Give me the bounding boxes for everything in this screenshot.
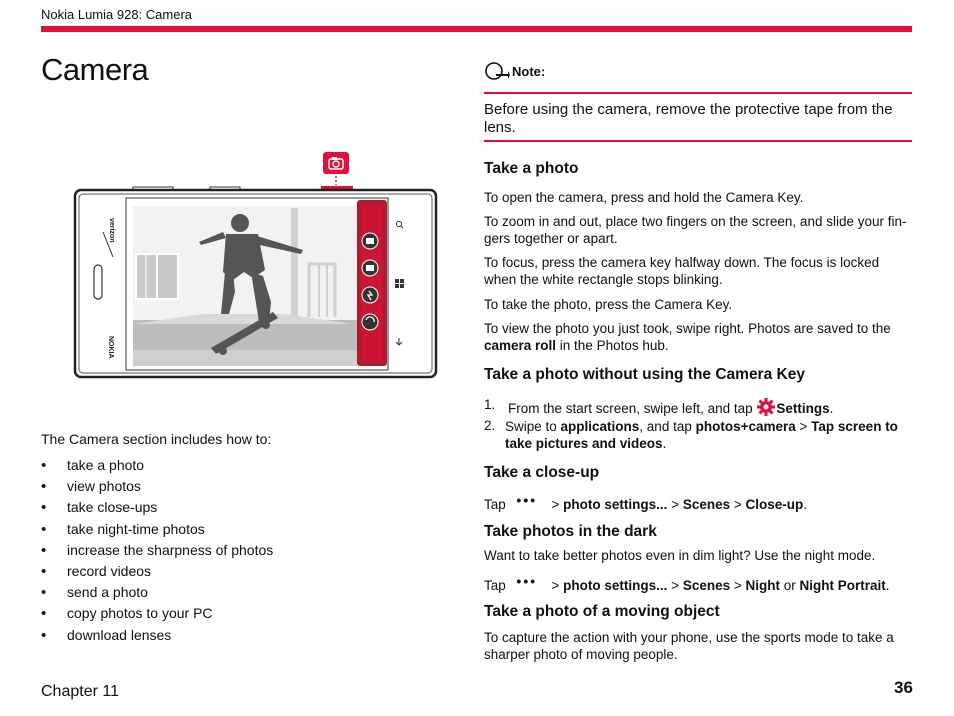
- page-title: Camera: [41, 52, 149, 87]
- note-bottom-rule: [484, 140, 912, 142]
- section-heading-moving: Take a photo of a moving object: [484, 603, 720, 620]
- section-heading-dark: Take photos in the dark: [484, 523, 657, 540]
- close-up-instruction: Tap ••• > photo settings... > Scenes > Close-up.: [484, 492, 808, 512]
- note-icon: [484, 61, 510, 81]
- page-number: 36: [894, 678, 913, 697]
- section-heading-close-up: Take a close-up: [484, 464, 600, 481]
- dark-instruction: Tap ••• > photo settings... > Scenes > Night or Night Portrait.: [484, 573, 890, 593]
- note-heading: [484, 60, 545, 82]
- footer-chapter: Chapter 11: [41, 683, 119, 700]
- camera-key-callout-icon: [323, 152, 349, 174]
- list-item: • download lenses: [41, 625, 273, 646]
- phone-brand-bottom: NOKIA: [107, 336, 114, 359]
- settings-gear-icon: [756, 397, 776, 417]
- list-item: • take a photo: [41, 455, 273, 476]
- paragraph: To take the photo, press the Camera Key.: [484, 297, 733, 312]
- header-rule: [41, 26, 912, 32]
- more-dots-icon: •••: [516, 573, 538, 589]
- intro-text: The Camera section includes how to:: [41, 431, 272, 447]
- more-dots-icon: •••: [516, 492, 538, 508]
- paragraph: To view the photo you just took, swipe right. Photos are saved to the camera roll in the Photos hub.: [484, 321, 891, 353]
- section-heading-take-photo: Take a photo: [484, 160, 579, 177]
- paragraph: To zoom in and out, place two fingers on the screen, and slide your fin-gers together or apart.: [484, 214, 907, 246]
- paragraph: To open the camera, press and hold the Camera Key.: [484, 190, 804, 205]
- paragraph: Want to take better photos even in dim light? Use the night mode.: [484, 548, 876, 563]
- list-item: • increase the sharpness of photos: [41, 540, 273, 561]
- list-item: • copy photos to your PC: [41, 603, 273, 624]
- step-number: 1.: [484, 397, 496, 412]
- step-number: 2.: [484, 418, 496, 433]
- list-item: • view photos: [41, 476, 273, 497]
- section-heading-no-camera-key: Take a photo without using the Camera Key: [484, 366, 805, 383]
- camera-roll-term: camera roll: [484, 338, 557, 353]
- list-item: • take night-time photos: [41, 519, 273, 540]
- list-item: • send a photo: [41, 582, 273, 603]
- phone-brand-top: verizon: [108, 218, 115, 243]
- note-text: Before using the camera, remove the protective tape from the lens.: [484, 101, 893, 136]
- note-label: Note:: [512, 63, 546, 79]
- paragraph: To focus, press the camera key halfway down. The focus is locked when the white rectangle stops blinking.: [484, 255, 880, 287]
- list-item: • take close-ups: [41, 497, 273, 518]
- list-item: • record videos: [41, 561, 273, 582]
- step-2: Swipe to applications, and tap photos+camera > Tap screen to take pictures and videos.: [505, 419, 898, 451]
- topic-list: [41, 455, 273, 646]
- step-1: From the start screen, swipe left, and tap Settings.: [508, 397, 913, 417]
- phone-illustration: [73, 152, 439, 382]
- paragraph: To capture the action with your phone, use the sports mode to take a sharper photo of moving people.: [484, 630, 894, 662]
- note-top-rule: [484, 92, 912, 94]
- document-header-title: Nokia Lumia 928: Camera: [41, 7, 193, 22]
